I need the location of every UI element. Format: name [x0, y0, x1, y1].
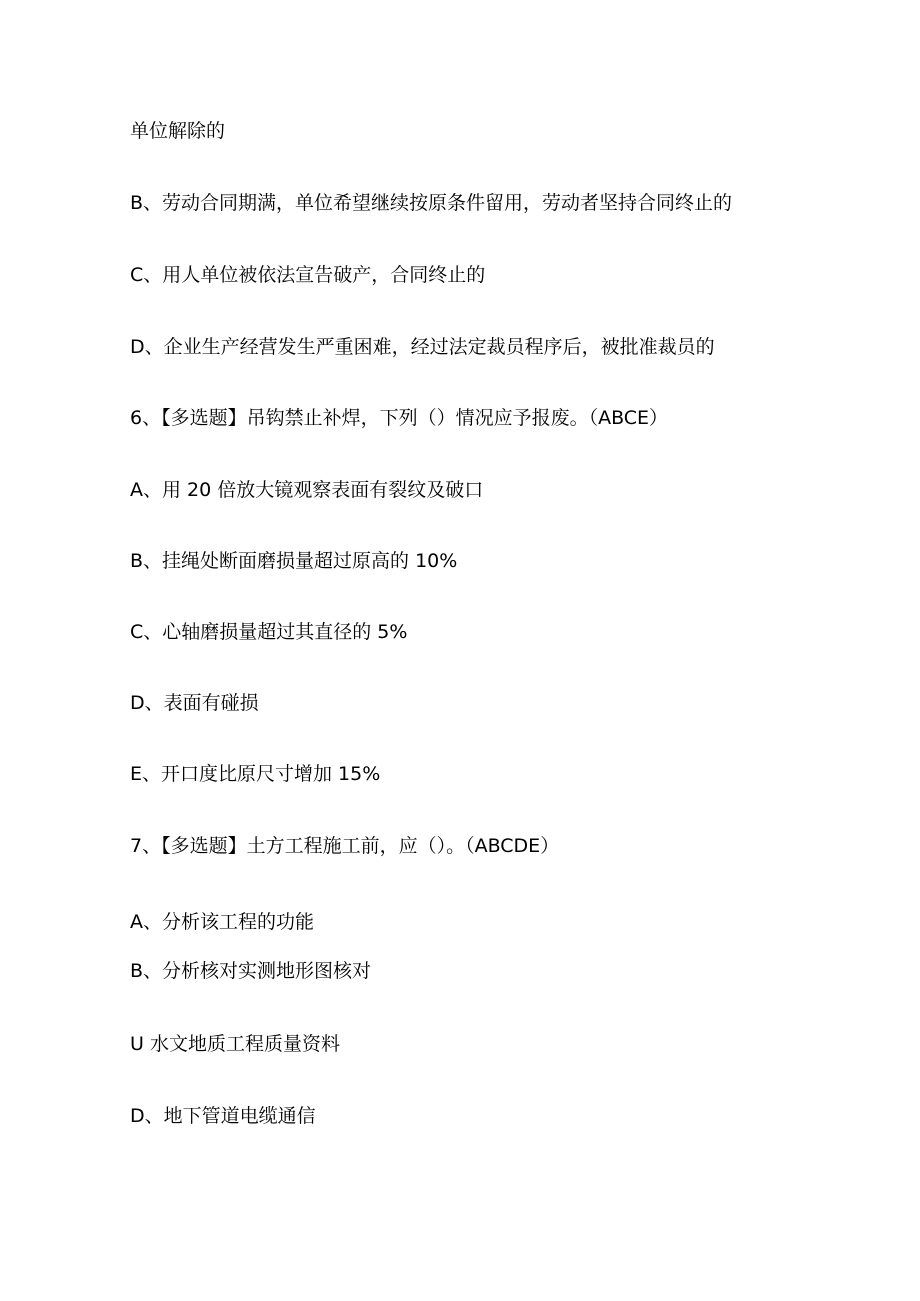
question-6-option-e: E、开口度比原尺寸增加 15%	[130, 763, 381, 785]
question-6-title: 6、【多选题】吊钩禁止补焊，下列（）情况应予报废。（ABCE）	[130, 407, 669, 429]
question-7-title: 7、【多选题】土方工程施工前，应（）。（ABCDE）	[130, 835, 560, 857]
question-7-option-c: U 水文地质工程质量资料	[130, 1033, 340, 1055]
text-line-continuation: 单位解除的	[130, 120, 226, 142]
question-6-option-c: C、心轴磨损量超过其直径的 5%	[130, 621, 408, 643]
question-6-option-b: B、挂绳处断面磨损量超过原高的 10%	[130, 550, 458, 572]
question-7-option-d: D、地下管道电缆通信	[130, 1105, 316, 1127]
option-d-line: D、企业生产经营发生严重困难，经过法定裁员程序后，被批准裁员的	[130, 336, 715, 358]
option-b-line: B、劳动合同期满，单位希望继续按原条件留用，劳动者坚持合同终止的	[130, 192, 733, 214]
question-6-option-a: A、用 20 倍放大镜观察表面有裂纹及破口	[130, 479, 484, 501]
question-6-option-d: D、表面有碰损	[130, 692, 259, 714]
option-c-line: C、用人单位被依法宣告破产，合同终止的	[130, 264, 486, 286]
question-7-option-a: A、分析该工程的功能	[130, 911, 314, 933]
question-7-option-b: B、分析核对实测地形图核对	[130, 960, 372, 982]
